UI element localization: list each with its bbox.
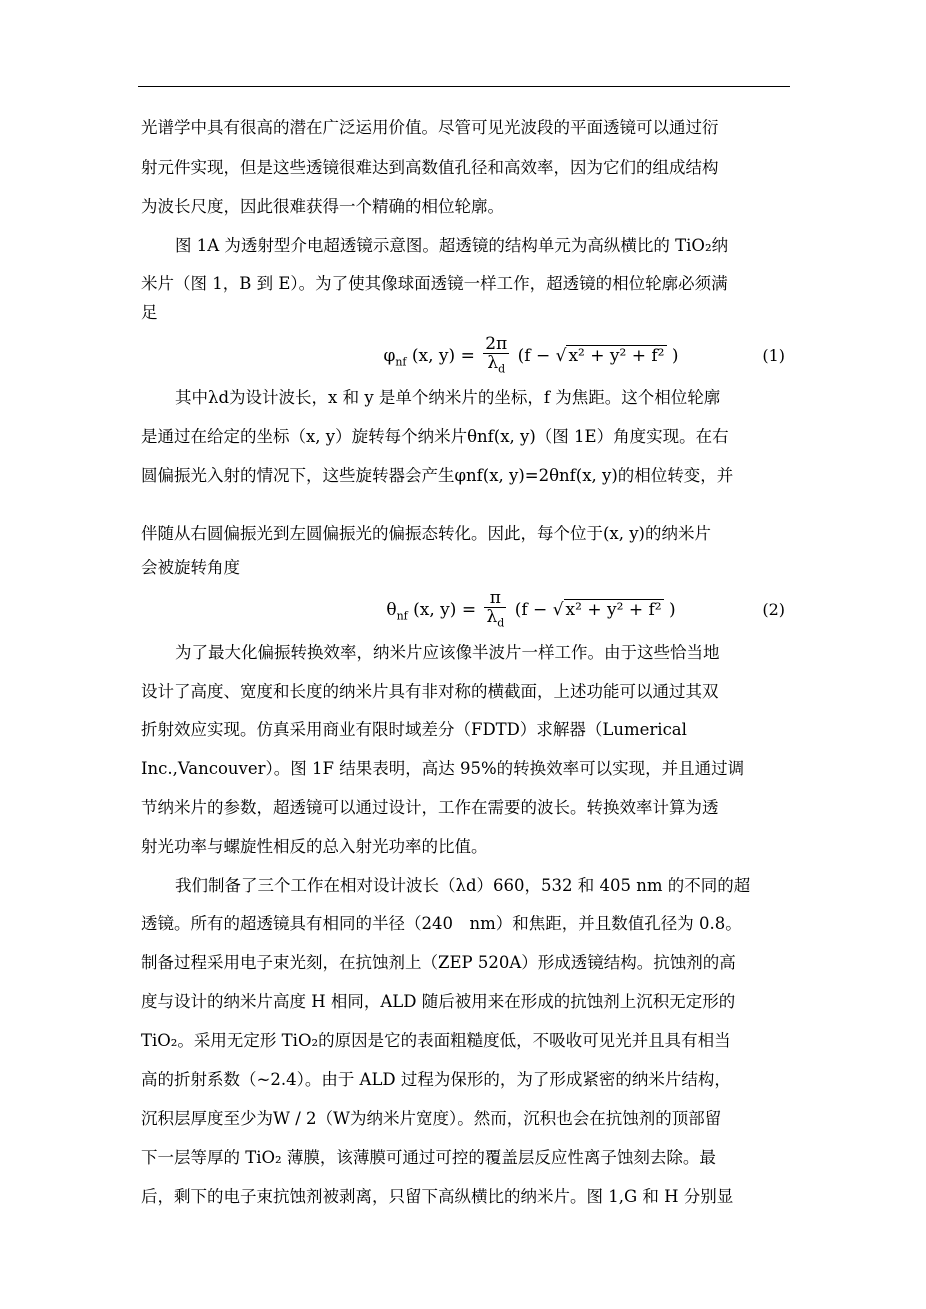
- eq1-denominator: λ: [487, 352, 499, 373]
- eq2-paren-close: ): [669, 600, 676, 620]
- text-line: 为波长尺度，因此很难获得一个精确的相位轮廓。: [141, 197, 504, 216]
- eq2-den-sub: d: [497, 616, 505, 630]
- eq2-lhs-sub: nf: [396, 609, 408, 623]
- text-line: 其中λd为设计波长，x 和 y 是单个纳米片的坐标，f 为焦距。这个相位轮廓: [175, 388, 721, 407]
- text-line: 沉积层厚度至少为W / 2（W为纳米片宽度）。然而，沉积也会在抗蚀剂的顶部留: [141, 1109, 722, 1128]
- text-line: 足: [141, 303, 158, 322]
- text-line: 是通过在给定的坐标（x, y）旋转每个纳米片θnf(x, y)（图 1E）角度实现。在右: [141, 427, 729, 446]
- text-line: 射元件实现，但是这些透镜很难达到高数值孔径和高效率，因为它们的组成结构: [141, 158, 719, 177]
- text-line: 高的折射系数（~2.4）。由于 ALD 过程为保形的，为了形成紧密的纳米片结构，: [141, 1070, 731, 1089]
- text-line: 透镜。所有的超透镜具有相同的半径（240 nm）和焦距，并且数值孔径为 0.8。: [141, 914, 742, 933]
- text-line: 节纳米片的参数，超透镜可以通过设计，工作在需要的波长。转换效率计算为透: [141, 798, 719, 817]
- eq1-lhs-sub: nf: [395, 355, 407, 369]
- eq2-denominator: λ: [486, 606, 498, 627]
- eq2-root: x² + y² + f²: [565, 600, 662, 620]
- eq2-numerator: π: [484, 589, 506, 608]
- text-line: TiO₂。采用无定形 TiO₂的原因是它的表面粗糙度低，不吸收可见光并且具有相当: [141, 1031, 731, 1050]
- text-line: 伴随从右圆偏振光到左圆偏振光的偏振态转化。因此，每个位于(x, y)的纳米片: [141, 524, 711, 543]
- equation-2-label: (2): [762, 600, 785, 619]
- equation-1-formula: $\varphi_{nf}$ (x, y) = $\frac{2\pi}{\lambda_d}$ (f − √ x² + y² + f² ): [383, 333, 679, 376]
- eq1-den-sub: d: [498, 362, 506, 376]
- eq1-numerator: 2π: [485, 333, 508, 354]
- text-line: 下一层等厚的 TiO₂ 薄膜，该薄膜可通过可控的覆盖层反应性离子蚀刻去除。最: [141, 1148, 716, 1167]
- eq1-root: x² + y² + f²: [568, 346, 665, 366]
- header-rule: [138, 86, 790, 87]
- text-line: 制备过程采用电子束光刻，在抗蚀剂上（ZEP 520A）形成透镜结构。抗蚀剂的高: [141, 953, 736, 972]
- eq1-paren-open: (f −: [517, 346, 551, 366]
- equation-1-label: (1): [762, 346, 785, 365]
- equation-2: [141, 588, 789, 632]
- eq2-args: (x, y) =: [413, 600, 477, 620]
- eq2-lhs: θ: [386, 600, 397, 620]
- text-line: 光谱学中具有很高的潜在广泛运用价值。尽管可见光波段的平面透镜可以通过衍: [141, 118, 719, 137]
- text-line: 会被旋转角度: [141, 558, 240, 577]
- text-line: 设计了高度、宽度和长度的纳米片具有非对称的横截面，上述功能可以通过其双: [141, 682, 719, 701]
- equation-1: [141, 334, 789, 378]
- eq1-lhs: φ: [383, 346, 396, 366]
- text-line: Inc.,Vancouver）。图 1F 结果表明，高达 95%的转换效率可以实现，并且通过调: [141, 759, 745, 778]
- text-line: 后，剩下的电子束抗蚀剂被剥离，只留下高纵横比的纳米片。图 1,G 和 H 分别显: [141, 1187, 734, 1206]
- equation-2-formula: $\theta_{nf}$ (x, y) = $\frac{\pi}{\lambda_d}$ (f − √ x² + y² + f² ): [386, 587, 676, 630]
- text-line: 圆偏振光入射的情况下，这些旋转器会产生φnf(x, y)=2θnf(x, y)的相位转变，并: [141, 466, 734, 485]
- eq2-paren-open: (f −: [514, 600, 548, 620]
- eq1-paren-close: ): [671, 346, 679, 366]
- text-line: 射光功率与螺旋性相反的总入射光功率的比值。: [141, 837, 488, 856]
- text-line: 米片（图 1，B 到 E）。为了使其像球面透镜一样工作，超透镜的相位轮廓必须满: [141, 274, 728, 293]
- text-line: 我们制备了三个工作在相对设计波长（λd）660，532 和 405 nm 的不同的超: [175, 876, 751, 895]
- text-line: 为了最大化偏振转换效率，纳米片应该像半波片一样工作。由于这些恰当地: [175, 643, 720, 662]
- text-line: 度与设计的纳米片高度 H 相同，ALD 随后被用来在形成的抗蚀剂上沉积无定形的: [141, 992, 736, 1011]
- text-line: 折射效应实现。仿真采用商业有限时域差分（FDTD）求解器（Lumerical: [141, 720, 687, 739]
- eq1-args: (x, y) =: [411, 346, 475, 366]
- text-line: 图 1A 为透射型介电超透镜示意图。超透镜的结构单元为高纵横比的 TiO₂纳: [175, 236, 729, 255]
